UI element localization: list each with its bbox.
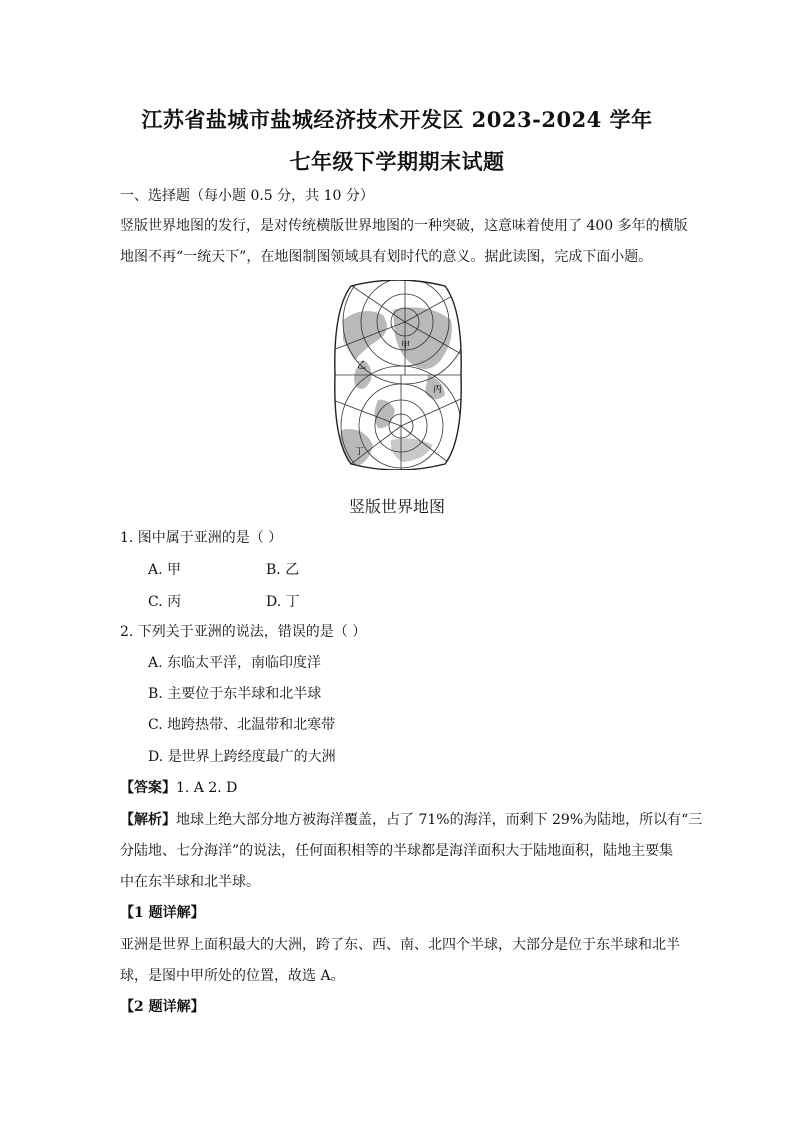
question-2-option-c: C. 地跨热带、北温带和北寒带 (148, 717, 336, 733)
answer-tag: 【答案】 (120, 780, 176, 796)
detail-1-text-line2: 球，是图中甲所处的位置，故选 A。 (120, 968, 345, 984)
map-caption: 竖版世界地图 (348, 497, 445, 516)
map-label-jia: 甲 (401, 341, 411, 351)
detail-2-tag: 【2 题详解】 (120, 999, 205, 1015)
detail-1-tag: 【1 题详解】 (120, 905, 205, 921)
detail-1-text-line1: 亚洲是世界上面积最大的大洲，跨了东、西、南、北四个半球，大部分是位于东半球和北半 (120, 937, 680, 953)
question-2-option-a: A. 东临太平洋，南临印度洋 (148, 655, 322, 671)
map-label-yi: 乙 (357, 361, 367, 371)
question-2-option-b: B. 主要位于东半球和北半球 (148, 686, 322, 702)
intro-text-line2: 地图不再“一统天下”，在地图制图领域具有划时代的意义。据此读图，完成下面小题。 (120, 249, 653, 265)
answer-text: 1. A 2. D (176, 780, 238, 796)
question-1-stem: 1. 图中属于亚洲的是（ ） (120, 530, 283, 546)
analysis-line1 (120, 810, 702, 830)
world-map-graphic (333, 280, 463, 470)
answer-line (120, 778, 237, 798)
question-1-option-d: D. 丁 (266, 594, 300, 610)
analysis-text-line2: 分陆地、七分海洋”的说法，任何面积相等的半球都是海洋面积大于陆地面积，陆地主要集 (120, 843, 674, 859)
vertical-world-map (333, 280, 463, 470)
section-heading: 一、选择题（每小题 0.5 分，共 10 分） (120, 188, 374, 204)
question-1-option-c: C. 丙 (148, 594, 182, 610)
document-title-line1: 江苏省盐城市盐城经济技术开发区 2023-2024 学年 (141, 107, 653, 132)
intro-text-line1: 竖版世界地图的发行，是对传统横版世界地图的一种突破，这意味着使用了 400 多年的横版 (120, 218, 688, 234)
map-label-bing: 丙 (433, 385, 443, 395)
question-2-stem: 2. 下列关于亚洲的说法，错误的是（ ） (120, 624, 367, 640)
document-title-line2: 七年级下学期期末试题 (289, 149, 505, 174)
map-label-ding: 丁 (355, 447, 365, 457)
analysis-text-line3: 中在东半球和北半球。 (120, 874, 260, 890)
analysis-text-line1: 地球上绝大部分地方被海洋覆盖，占了 71%的海洋，而剩下 29%为陆地，所以有“三 (176, 812, 703, 828)
question-1-option-b: B. 乙 (266, 562, 300, 578)
question-2-option-d: D. 是世界上跨经度最广的大洲 (148, 749, 336, 765)
analysis-tag: 【解析】 (120, 812, 176, 828)
question-1-option-a: A. 甲 (148, 562, 182, 578)
